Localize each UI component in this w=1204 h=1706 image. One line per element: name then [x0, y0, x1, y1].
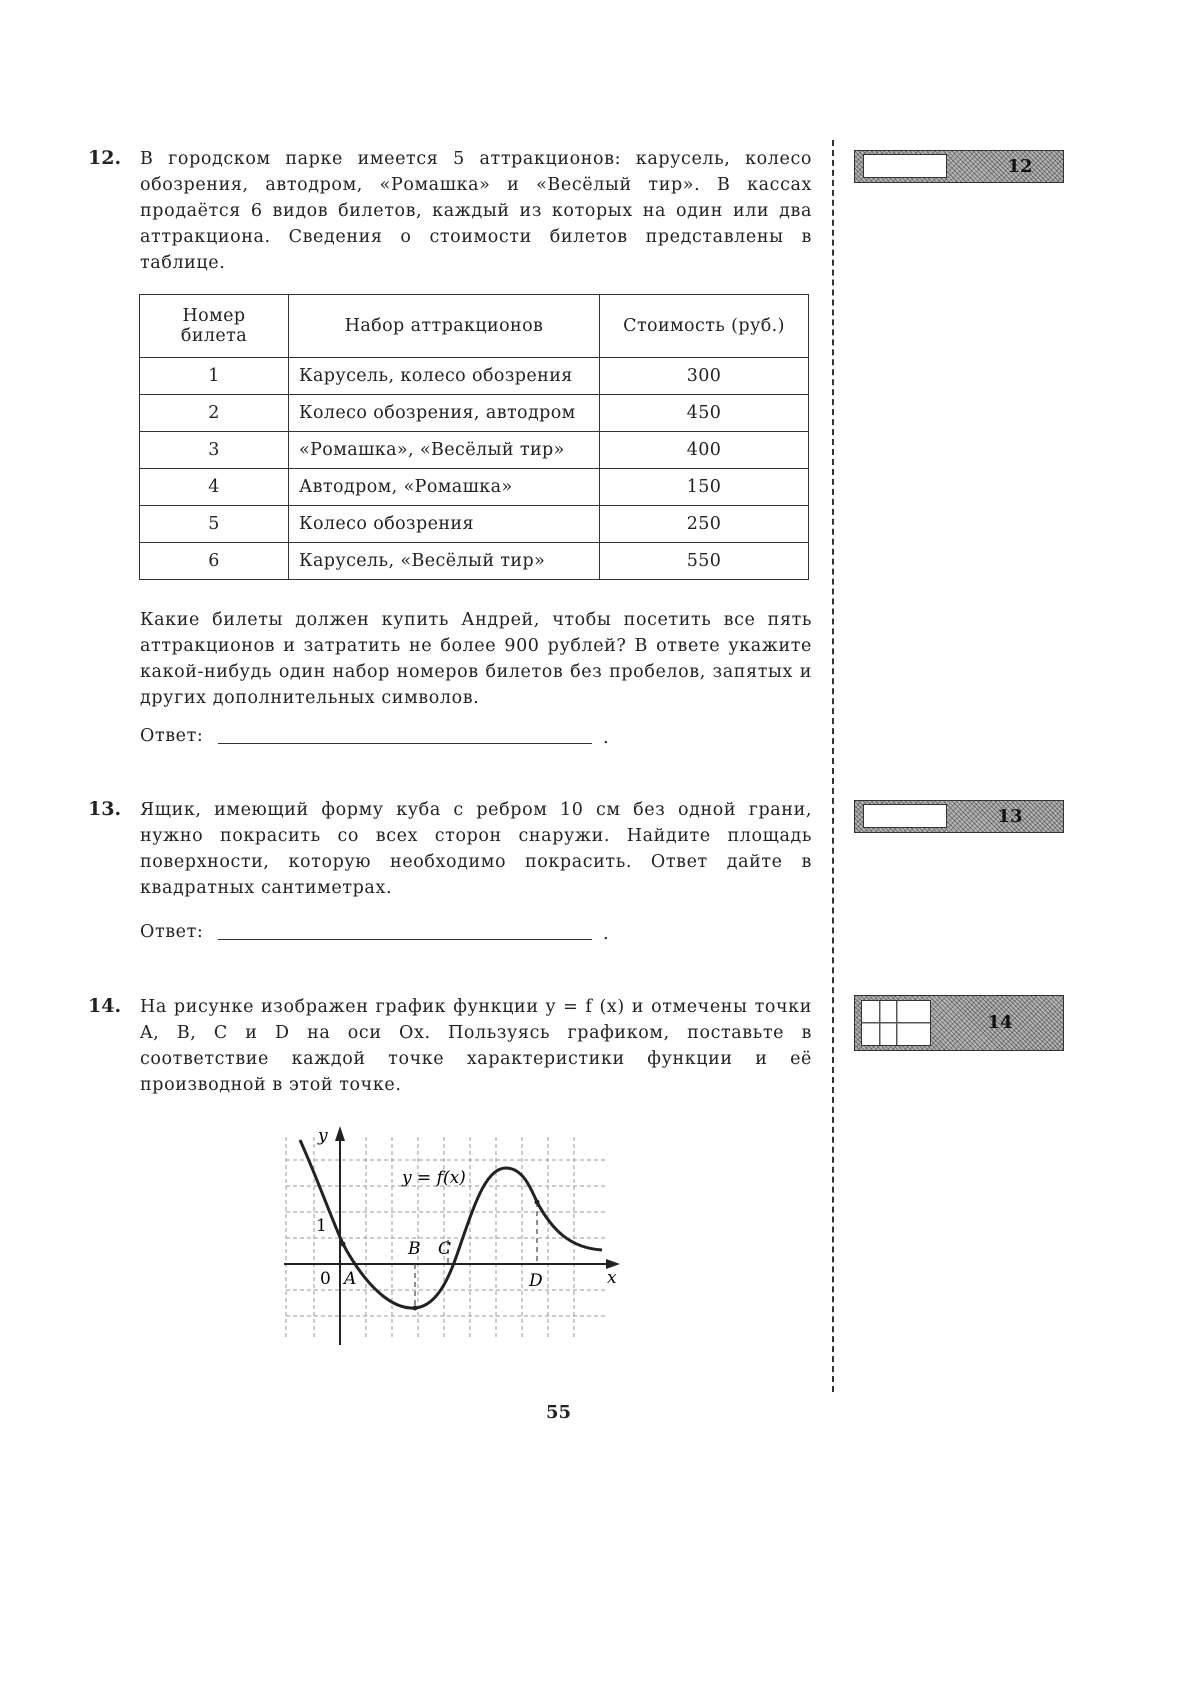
point-marker [535, 1200, 540, 1205]
answer-box-number-14: 14 [987, 1012, 1013, 1033]
point-d-label: D [529, 1271, 543, 1291]
cell-ticket: 6 [140, 543, 289, 580]
task-13-answer-label: Ответ: [140, 922, 204, 942]
table-row [140, 358, 809, 395]
point-c-label: C [438, 1239, 452, 1259]
task-13-answer-line[interactable] [218, 939, 592, 940]
task-13-number: 13. [88, 798, 122, 820]
x-axis-label: x [607, 1268, 617, 1288]
cell-cost: 150 [600, 469, 809, 506]
cell-ticket: 5 [140, 506, 289, 543]
cell-attractions: Колесо обозрения [289, 506, 600, 543]
task-13-text: Ящик, имеющий форму куба с ребром 10 см без одной грани, нужно покрасить со всех сторон снаружи. Найдите площадь поверхности, которую необходимо покрасить. Ответ дайте в квадратных сантиметрах. [140, 800, 812, 898]
task-12-number: 12. [88, 147, 122, 169]
answer-box-12 [854, 150, 1064, 183]
header-ticket-number: Номер билета [140, 295, 289, 358]
point-marker [413, 1306, 418, 1311]
cell-ticket: 3 [140, 432, 289, 469]
cell-cost: 300 [600, 358, 809, 395]
cell-cost: 450 [600, 395, 809, 432]
y-axis-label: y [318, 1126, 328, 1146]
task-12-answer-end: . [603, 727, 609, 748]
cell-attractions: Карусель, «Весёлый тир» [289, 543, 600, 580]
margin-cut-line [832, 140, 834, 1392]
task-13-answer-end: . [603, 923, 609, 944]
answer-box-13 [854, 800, 1064, 833]
point-b-label: B [408, 1239, 421, 1259]
cell-attractions: Карусель, колесо обозрения [289, 358, 600, 395]
table-row [140, 543, 809, 580]
origin-label: 0 [320, 1269, 331, 1289]
answer-grid-14[interactable] [861, 1000, 931, 1046]
page-number: 55 [546, 1402, 572, 1423]
cell-ticket: 1 [140, 358, 289, 395]
cell-cost: 250 [600, 506, 809, 543]
tickets-table [139, 294, 809, 580]
cell-attractions: Колесо обозрения, автодром [289, 395, 600, 432]
cell-ticket: 4 [140, 469, 289, 506]
answer-box-number-12: 12 [1007, 156, 1033, 177]
header-attractions: Набор аттракционов [289, 295, 600, 358]
task-12-text: В городском парке имеется 5 аттракционов: карусель, колесо обозрения, автодром, «Ромашка» и «Весёлый тир». В кассах продаётся 6 видов билетов, каждый из которых на один или два аттракциона. Сведения о стоимости билетов представлены в таблице. [140, 149, 812, 273]
answer-box-number-13: 13 [997, 806, 1023, 827]
cell-cost: 400 [600, 432, 809, 469]
cell-attractions: «Ромашка», «Весёлый тир» [289, 432, 600, 469]
table-row [140, 506, 809, 543]
unit-label: 1 [316, 1216, 327, 1236]
cell-cost: 550 [600, 543, 809, 580]
table-row [140, 395, 809, 432]
cell-attractions: Автодром, «Ромашка» [289, 469, 600, 506]
answer-input-12[interactable] [863, 154, 947, 178]
table-header-row [140, 295, 809, 358]
table-row [140, 432, 809, 469]
answer-input-13[interactable] [863, 804, 947, 828]
cell-ticket: 2 [140, 395, 289, 432]
point-marker [341, 1242, 346, 1247]
task-12-answer-label: Ответ: [140, 726, 204, 746]
header-cost: Стоимость (руб.) [600, 295, 809, 358]
task-12-answer-line[interactable] [218, 743, 592, 744]
answer-box-14 [854, 995, 1064, 1051]
point-a-label: A [344, 1269, 357, 1289]
function-label: y = f(x) [402, 1168, 466, 1188]
function-graph [270, 1115, 640, 1355]
point-guides [415, 1202, 537, 1308]
table-row [140, 469, 809, 506]
y-axis-arrow [335, 1126, 345, 1141]
task-14-number: 14. [88, 995, 122, 1017]
task-14-text: На рисунке изображен график функции y = f (x) и отмечены точки A, B, C и D на оси Ox. Пользуясь графиком, поставьте в соответствие каждой точке характеристики функции и её производной в этой точке. [140, 997, 812, 1095]
task-12-question: Какие билеты должен купить Андрей, чтобы посетить все пять аттракционов и затратить не более 900 рублей? В ответе укажите какой-нибудь один набор номеров билетов без пробелов, запятых и других дополнительных символов. [140, 610, 812, 708]
